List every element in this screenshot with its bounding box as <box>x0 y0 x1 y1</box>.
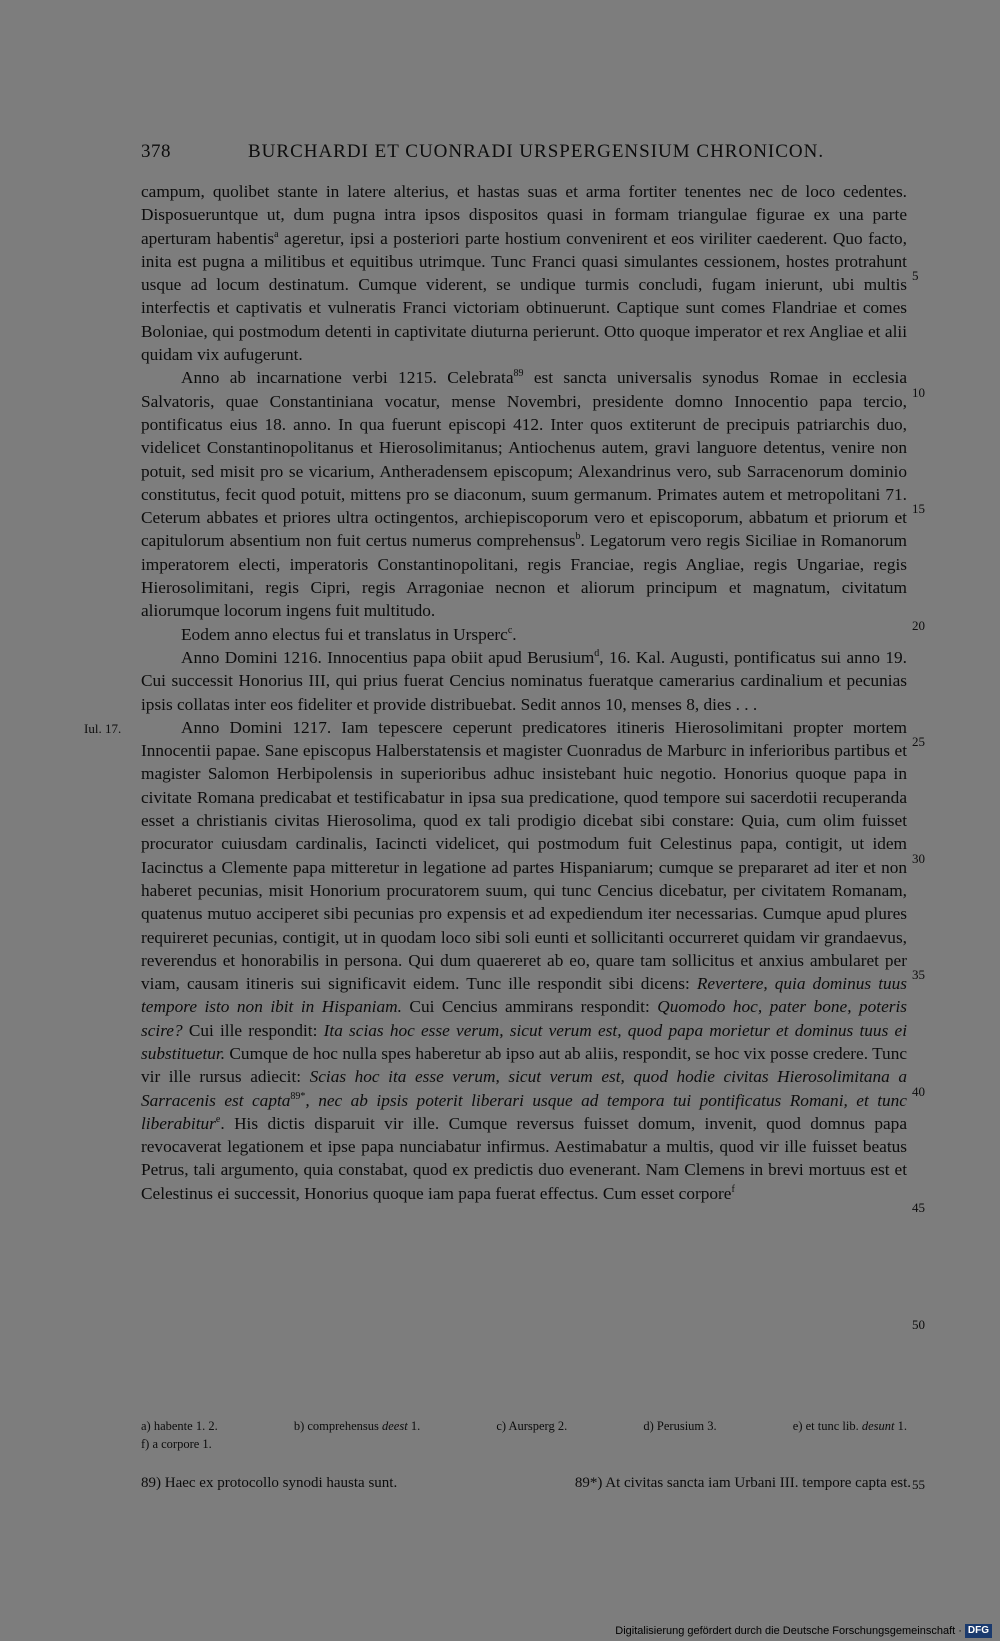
apparatus-note: b) comprehensus deest 1. <box>293 1419 421 1433</box>
text-run: . Legatorum vero regis Siciliae in Romanorum imperatorem electi, imperatoris Constantinopolitani, regis Franciae, regis Angliae, regis Ungariae, regis Hierosolimitani, regis Cipri, regis Arragoniae necnon et aliorum principum et magnatum, civitatum aliorumque locorum ingens fuit multitudo. <box>141 531 908 621</box>
footnote-marker: a <box>274 228 279 240</box>
line-number: 25 <box>912 734 925 749</box>
text-run: . His dictis disparuit vir ille. Cumque reversus fuisset domum, invenit, quod domnus papa revocaverat legationem et ipse papa nunciabatur infirmus. Aestimabatur a multis, quod vir ille fuisset beatus Petrus, tali argumento, quia constabat, quod ex predictis duo evenerant. Nam Clemens in brevi mortuus est et Celestinus ei successit, Honorius quoque iam papa fuerat effectus. Cum esset corpore <box>141 1113 907 1203</box>
margin-date-note: Iul. 17. <box>84 721 122 736</box>
line-number: 5 <box>912 268 919 283</box>
source-notes <box>141 1475 911 1492</box>
footnote-marker: d <box>594 648 600 660</box>
line-number: 55 <box>912 1477 925 1492</box>
apparatus-row <box>141 1435 907 1453</box>
textual-apparatus <box>141 1417 907 1453</box>
running-title: BURCHARDI ET CUONRADI URSPERGENSIUM CHRONICON. <box>248 141 825 162</box>
paragraph <box>141 623 907 646</box>
footer-text: Digitalisierung gefördert durch die Deutsche Forschungsgemeinschaft <box>615 1625 956 1637</box>
text-run: Cui Cencius ammirans respondit: <box>401 997 658 1017</box>
quoted-speech: Quomodo hoc, pater bone, poteris scire? <box>141 997 907 1040</box>
line-number: 35 <box>912 967 925 982</box>
text-run: . <box>512 624 517 644</box>
quoted-speech: Ita scias hoc esse verum, sicut verum est, quod papa morietur et dominus tuus ei substituetur. <box>141 1020 907 1063</box>
footnote-marker: 89* <box>290 1090 306 1102</box>
apparatus-note: f) a corpore 1. <box>141 1437 212 1451</box>
text-run: Eodem anno electus fui et translatus in Ursperc <box>181 624 508 644</box>
line-number: 45 <box>912 1200 925 1215</box>
quoted-speech: Scias hoc ita esse verum, sicut verum est, quod hodie civitas Hierosolimitana a Sarracenis est capta <box>141 1067 907 1110</box>
text-run: Anno Domini 1217. Iam tepescere ceperunt predicatores itineris Hierosolimitani propter mortem Innocentii papae. Sane episcopus Halberstatensis et magister Cuonradus de Marburc in inferioribus partibus et magister Salomon Herbipolensis in superioribus adhuc insistebant huic negotio. Honorius quoque papa in civitate Romana predicabat et testificabatur in ipsa sua predicatione, quod tempore sui sacerdotii recuperanda esset a christianis civitas Hierosolima, quod ex tali prodigio dicebat sibi constare: Quia, cum olim fuisset procurator cuiusdam cardinalis, Iacincti videlicet, qui postmodum fuit Celestinus papa, contigit, ut idem Iacinctus a Clemente papa mitteretur in legatione ad partes Hispaniarum; cumque se prepararet ad iter et non haberet pecunias, misit Honorium procuratorem suum, qui tunc Cencius dicebatur, per civitatem Romanam, quatenus mutuo acciperet sibi pecunias pro expensis et ad expediendum iter necessarias. Cumque apud plures requireret pecunias, contigit, ut in quodam loco sibi soli eunti et sollicitanti occurreret quidam vir grandaevus, reverendus et honorabilis in persona. Qui dum quaereret ab eo, quare tam sollicitus et anxius ambularet per viam, causam itineris sui significavit eidem. Tunc ille respondit sibi dicens: <box>141 717 907 994</box>
paragraph <box>141 180 907 366</box>
apparatus-note: a) habente 1. 2. <box>141 1419 218 1433</box>
paragraph <box>141 366 907 622</box>
text-run: Cui ille respondit: <box>182 1020 324 1040</box>
footnote-marker: e <box>215 1114 221 1126</box>
line-number: 20 <box>912 618 925 633</box>
text-run: Cumque de hoc nulla spes haberetur ab ipso aut ab aliis, respondit, se hoc vix posse credere. Tunc vir ille rursus adiecit: <box>141 1043 907 1087</box>
digitization-footer: Digitalisierung gefördert durch die Deutsche Forschungsgemeinschaft · DFG <box>615 1623 992 1639</box>
text-run: campum, quolibet stante in latere alterius, et hastas suas et arma fortiter tenentes nec de loco cedentes. Disposueruntque ut, dum pugna intra ipsos dispositos quasi in formam triangulae figurae ex una parte aperturam habentis <box>141 182 907 248</box>
line-number: 30 <box>912 851 925 866</box>
text-run: est sancta universalis synodus Romae in ecclesia Salvatoris, quae Constantiniana vocatur, mense Novembri, presidente domno Innocentio papa tercio, pontificatus eius 18. anno. In qua fuerunt episcopi 412. Inter quos extiterunt de precipuis patriarchis duo, videlicet Constantinopolitanus et Hierosolimitanus; Antiochenus autem, gravi languore detentus, venire non potuit, sed misit pro se vicarium, Antheradensem episcopum; Alexandrinus vero, sub Sarracenorum dominio constitutus, fecit quod potuit, mittens pro se diaconum, suum germanum. Primates autem et metropolitani 71. Ceterum abbates et priores ultra octingentos, archiepiscoporum vero et episcoporum, abbatum et priorum et capitulorum absentium non fuit certus numerus comprehensus <box>141 368 908 551</box>
line-number: 10 <box>912 385 925 400</box>
footnote-marker: 89 <box>513 368 524 380</box>
text-run: , 16. Kal. Augusti, pontificatus sui anno 19. Cui successit Honorius III, qui prius fuerat Cencius nominatus fueratque camerarius cardinalium et pecunias ipsis collatas inter eos fideliter et provide distribuebat. Sedit annos 10, menses 8, dies . . . <box>141 647 908 714</box>
quoted-speech: Revertere, quia dominus tuus tempore isto non ibit in Hispaniam. <box>141 974 907 1017</box>
footnote-marker: c <box>507 624 513 636</box>
line-number: 50 <box>912 1317 925 1332</box>
source-note: 89*) At civitas sancta iam Urbani III. tempore capta est. <box>574 1475 911 1491</box>
footnote-marker: b <box>575 531 581 543</box>
apparatus-note: e) et tunc lib. desunt 1. <box>792 1419 907 1433</box>
running-header <box>141 141 911 165</box>
page-number: 378 <box>141 141 171 162</box>
quoted-speech: , nec ab ipsis poterit liberari usque ad tempora tui pontificatus Romani, et tunc liberabitur <box>141 1090 907 1133</box>
footnote-marker: f <box>731 1184 735 1195</box>
paragraph <box>141 716 907 1205</box>
source-note: 89) Haec ex protocollo synodi hausta sunt. <box>141 1475 398 1491</box>
text-run: ageretur, ipsi a posteriori parte hostium convenirent et eos viriliter caederent. Quo facto, inita est pugna a militibus et equitibus utrimque. Tunc Franci quasi simulantes cessionem, hostes protrahunt usque ad locum destinatum. Cumque viderent, se undique turmis concludi, fugam inierunt, ubi multis interfectis et captivatis et vulneratis Franci victoriam obtinuerunt. Captique sunt comes Flandriae et comes Boloniae, qui postmodum detenti in captivitate diuturna perierunt. Otto quoque imperator et rex Angliae et alii quidam vix aufugerunt. <box>141 228 907 365</box>
text-run: Anno ab incarnatione verbi 1215. Celebrata <box>181 368 514 388</box>
line-number: 15 <box>912 501 925 516</box>
apparatus-row <box>141 1417 907 1435</box>
paragraph <box>141 646 907 716</box>
apparatus-note: c) Aursperg 2. <box>496 1419 568 1433</box>
text-run: Anno Domini 1216. Innocentius papa obiit apud Berusium <box>181 647 595 667</box>
dfg-logo: DFG <box>965 1624 992 1638</box>
main-text <box>141 180 907 1205</box>
apparatus-note: d) Perusium 3. <box>643 1419 717 1433</box>
line-number: 40 <box>912 1084 925 1099</box>
